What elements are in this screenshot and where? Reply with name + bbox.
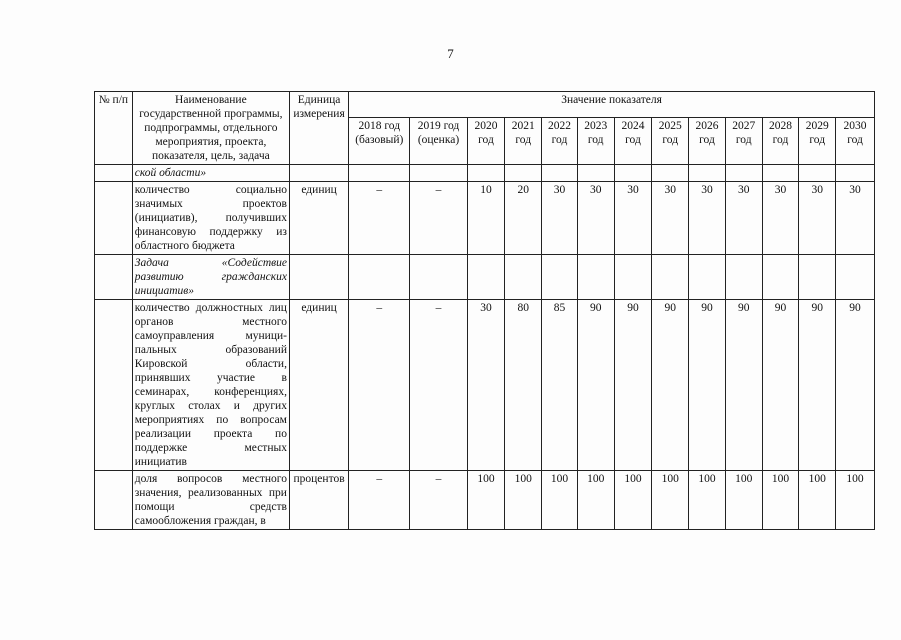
header-year-sublabel: год <box>515 133 532 146</box>
header-year-sublabel: год <box>625 133 641 146</box>
row-empty-cell <box>725 165 762 182</box>
header-year-10 <box>762 117 799 164</box>
row-value-cell: 100 <box>542 471 578 530</box>
header-year-3 <box>505 117 542 164</box>
row-empty-cell <box>836 255 875 300</box>
row-value-cell: 30 <box>614 182 652 255</box>
row-value-cell: – <box>410 471 467 530</box>
row-value-cell: 100 <box>762 471 799 530</box>
row-value-cell: – <box>349 300 410 471</box>
header-year-sublabel: год <box>551 133 568 146</box>
row-value-cell: 85 <box>542 300 578 471</box>
header-year-label: 2021 <box>511 119 535 132</box>
header-year-sublabel: (оценка) <box>417 133 460 146</box>
row-value-cell: 30 <box>652 182 689 255</box>
header-year-9 <box>725 117 762 164</box>
table-row <box>95 255 875 300</box>
row-name-cell: количество социально значимых проектов (инициатив), получивших финансовую поддержку из областного бюджета <box>132 182 289 255</box>
row-empty-cell <box>689 255 726 300</box>
row-value-cell: 30 <box>577 182 614 255</box>
table-row <box>95 300 875 471</box>
row-empty-cell <box>762 165 799 182</box>
row-empty-cell <box>467 165 505 182</box>
header-unit: Единица измерения <box>289 92 348 165</box>
row-empty-cell <box>614 255 652 300</box>
header-year-label: 2024 <box>621 119 645 132</box>
header-year-label: 2028 <box>768 119 792 132</box>
row-empty-cell <box>542 255 578 300</box>
header-year-sublabel: год <box>735 133 752 146</box>
row-value-cell: 30 <box>836 182 875 255</box>
row-empty-cell <box>799 255 836 300</box>
header-year-label: 2022 <box>547 119 571 132</box>
row-value-cell: 100 <box>799 471 836 530</box>
row-num-cell <box>95 182 133 255</box>
header-year-label: 2030 <box>843 119 867 132</box>
row-value-cell: 90 <box>689 300 726 471</box>
row-empty-cell <box>652 165 689 182</box>
page-number: 7 <box>447 46 454 61</box>
header-year-5 <box>577 117 614 164</box>
header-year-label: 2023 <box>584 119 608 132</box>
row-empty-cell <box>542 165 578 182</box>
row-num-cell <box>95 471 133 530</box>
table-row <box>95 471 875 530</box>
row-num-cell <box>95 300 133 471</box>
header-year-6 <box>614 117 652 164</box>
header-year-1 <box>410 117 467 164</box>
row-empty-cell <box>762 255 799 300</box>
row-empty-cell <box>799 165 836 182</box>
row-value-cell: 30 <box>799 182 836 255</box>
row-unit-cell: процентов <box>289 471 348 530</box>
row-value-cell: 100 <box>577 471 614 530</box>
row-value-cell: – <box>349 471 410 530</box>
row-empty-cell <box>410 165 467 182</box>
row-value-cell: 90 <box>762 300 799 471</box>
row-unit-cell: единиц <box>289 182 348 255</box>
header-year-4 <box>542 117 578 164</box>
header-year-sublabel: год <box>772 133 789 146</box>
row-empty-cell <box>505 255 542 300</box>
row-value-cell: 80 <box>505 300 542 471</box>
header-year-sublabel: год <box>699 133 715 146</box>
row-value-cell: 90 <box>836 300 875 471</box>
header-year-7 <box>652 117 689 164</box>
row-empty-cell <box>652 255 689 300</box>
row-num-cell <box>95 165 133 182</box>
row-value-cell: 100 <box>505 471 542 530</box>
row-value-cell: – <box>349 182 410 255</box>
table-row <box>95 165 875 182</box>
row-value-cell: 90 <box>614 300 652 471</box>
row-value-cell: 30 <box>725 182 762 255</box>
header-year-sublabel: год <box>662 133 679 146</box>
row-value-cell: 90 <box>725 300 762 471</box>
row-num-cell <box>95 255 133 300</box>
row-value-cell: 100 <box>652 471 689 530</box>
header-year-0 <box>349 117 410 164</box>
row-empty-cell <box>349 255 410 300</box>
header-year-sublabel: год <box>587 133 604 146</box>
row-unit-cell <box>289 255 348 300</box>
header-year-11 <box>799 117 836 164</box>
header-year-label: 2029 <box>805 119 829 132</box>
row-name-cell: количество должностных лиц органов местного самоуправления муници-пальных образований Кировской области, принявших участие в семинарах, конференциях, круглых столах и других мероприятиях по вопросам реализации проекта по поддержке местных инициатив <box>132 300 289 471</box>
header-num: № п/п <box>95 92 133 165</box>
header-year-label: 2025 <box>658 119 682 132</box>
row-unit-cell <box>289 165 348 182</box>
row-empty-cell <box>349 165 410 182</box>
row-empty-cell <box>689 165 726 182</box>
row-unit-cell: единиц <box>289 300 348 471</box>
row-value-cell: 90 <box>577 300 614 471</box>
header-year-sublabel: год <box>847 133 863 146</box>
row-value-cell: – <box>410 300 467 471</box>
row-empty-cell <box>614 165 652 182</box>
row-empty-cell <box>577 255 614 300</box>
header-year-label: 2019 год <box>417 119 460 132</box>
header-row-1 <box>95 92 875 118</box>
row-name-cell: ской области» <box>132 165 289 182</box>
row-value-cell: 20 <box>505 182 542 255</box>
row-empty-cell <box>725 255 762 300</box>
row-value-cell: 90 <box>652 300 689 471</box>
header-value-group: Значение показателя <box>349 92 875 118</box>
header-year-label: 2020 <box>474 119 498 132</box>
header-year-sublabel: год <box>809 133 826 146</box>
row-name-cell: Задача «Содействие развитию гражданских инициатив» <box>132 255 289 300</box>
header-year-label: 2027 <box>732 119 756 132</box>
table-row <box>95 182 875 255</box>
header-year-sublabel: год <box>478 133 494 146</box>
row-value-cell: 100 <box>725 471 762 530</box>
header-year-2 <box>467 117 505 164</box>
row-value-cell: 30 <box>467 300 505 471</box>
row-empty-cell <box>577 165 614 182</box>
row-empty-cell <box>467 255 505 300</box>
header-year-8 <box>689 117 726 164</box>
header-year-sublabel: (базовый) <box>355 133 404 146</box>
row-value-cell: 100 <box>614 471 652 530</box>
header-year-label: 2018 год <box>358 119 401 132</box>
row-value-cell: 90 <box>799 300 836 471</box>
row-empty-cell <box>836 165 875 182</box>
header-year-label: 2026 <box>695 119 719 132</box>
row-value-cell: 100 <box>467 471 505 530</box>
row-empty-cell <box>410 255 467 300</box>
header-year-12 <box>836 117 875 164</box>
table-body <box>95 165 875 530</box>
row-value-cell: 30 <box>762 182 799 255</box>
row-empty-cell <box>505 165 542 182</box>
row-name-cell: доля вопросов местного значения, реализованных при помощи средств самообложения граждан, в <box>132 471 289 530</box>
row-value-cell: 100 <box>836 471 875 530</box>
header-name: Наименование государственной программы, подпрограммы, отдельного мероприятия, проекта, показателя, цель, задача <box>132 92 289 165</box>
indicator-table <box>94 91 875 530</box>
row-value-cell: 30 <box>542 182 578 255</box>
row-value-cell: 10 <box>467 182 505 255</box>
row-value-cell: – <box>410 182 467 255</box>
row-value-cell: 30 <box>689 182 726 255</box>
row-value-cell: 100 <box>689 471 726 530</box>
